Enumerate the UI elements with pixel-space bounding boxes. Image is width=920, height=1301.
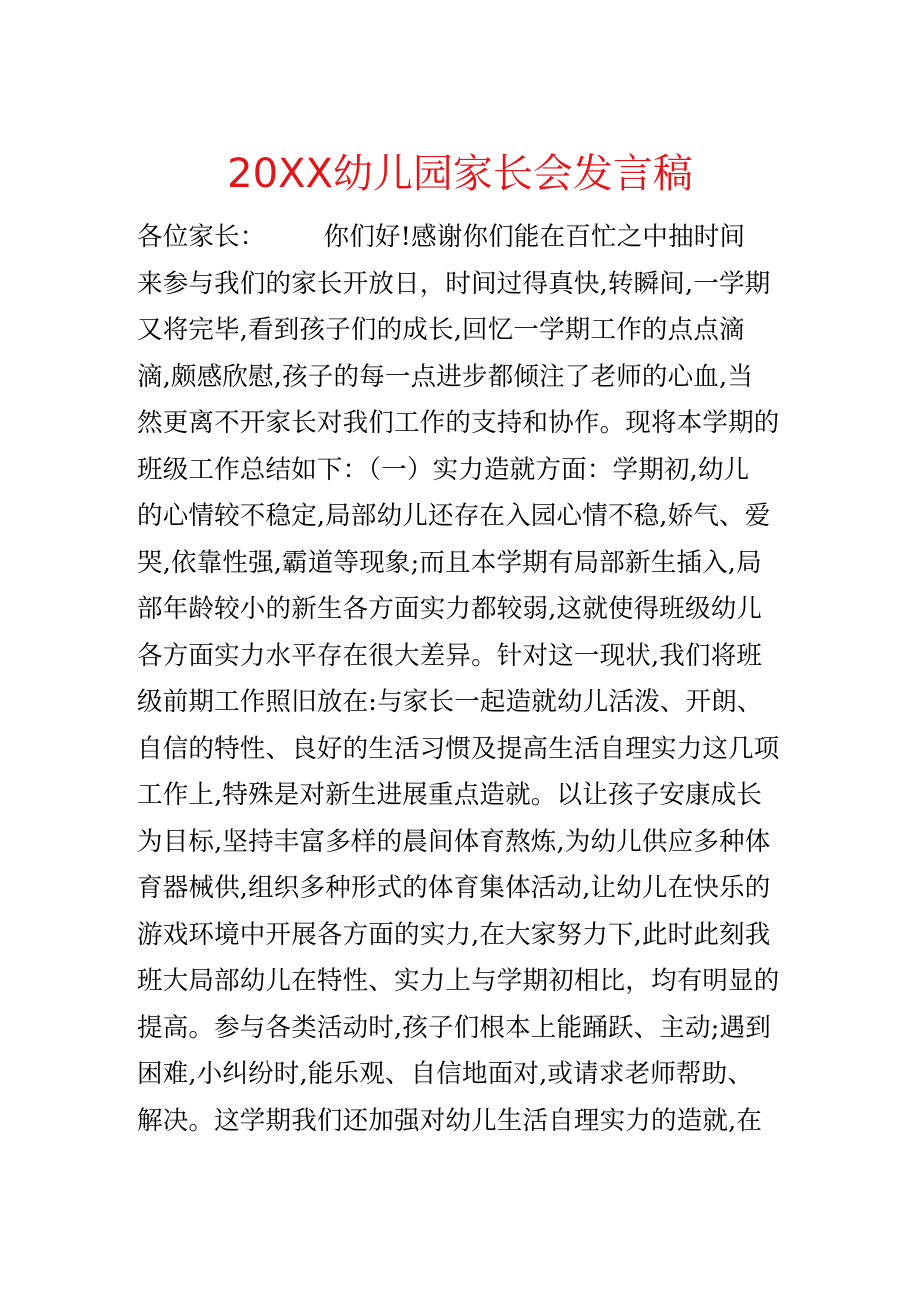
body-line-6: 班级工作总结如下：（一）实力造就方面：学期初,幼儿 bbox=[137, 454, 750, 485]
body-line-10: 各方面实力水平存在很大差异。针对这一现状,我们将班 bbox=[137, 640, 763, 671]
first-line bbox=[137, 214, 807, 261]
body-line-12: 自信的特性、良好的生活习惯及提高生活自理实力这几项 bbox=[137, 733, 780, 764]
body-line-7: 的心情较不稳定,局部幼儿还存在入园心情不稳,娇气、爱 bbox=[137, 501, 771, 531]
body-line-2: 来参与我们的家长开放日，时间过得真快,转瞬间,一学期 bbox=[137, 268, 771, 299]
body-line-19: 困难,小纠纷时,能乐观、自信地面对,或请求老师帮助、 bbox=[137, 1059, 754, 1089]
body-line-9: 部年龄较小的新生各方面实力都较弱,这就使得班级幼儿 bbox=[137, 594, 763, 624]
body-line-4: 滴,颇感欣慰,孩子的每一点进步都倾注了老师的心血,当 bbox=[137, 361, 754, 392]
body-line-20: 解决。这学期我们还加强对幼儿生活自理实力的造就,在 bbox=[137, 1105, 763, 1136]
body-line-13: 工作上,特殊是对新生进展重点造就。以让孩子安康成长 bbox=[137, 780, 763, 810]
body-line-17: 班大局部幼儿在特性、实力上与学期初相比，均有明显的 bbox=[137, 966, 780, 996]
body-line-5: 然更离不开家长对我们工作的支持和协作。现将本学期的 bbox=[137, 408, 780, 438]
body-line-8: 哭,依靠性强,霸道等现象;而且本学期有局部新生插入,局 bbox=[137, 547, 762, 578]
document-body bbox=[137, 214, 807, 1144]
body-line-11: 级前期工作照旧放在:与家长一起造就幼儿活泼、开朗、 bbox=[137, 687, 763, 717]
body-line-15: 育器械供,组织多种形式的体育集体活动,让幼儿在快乐的 bbox=[137, 873, 771, 903]
body-line-14: 为目标,坚持丰富多样的晨间体育熬炼,为幼儿供应多种体 bbox=[137, 826, 771, 857]
document-title: 20XX幼儿园家长会发言稿 bbox=[227, 151, 693, 197]
body-line-18: 提高。参与各类活动时,孩子们根本上能踊跃、主动;遇到 bbox=[137, 1012, 771, 1043]
body-line-3: 又将完毕,看到孩子们的成长,回忆一学期工作的点点滴 bbox=[137, 315, 745, 345]
body-line-1: 你们好!感谢你们能在百忙之中抽时间 bbox=[323, 222, 746, 252]
salutation: 各位家长： bbox=[137, 222, 266, 252]
body-line-16: 游戏环境中开展各方面的实力,在大家努力下,此时此刻我 bbox=[137, 919, 771, 950]
